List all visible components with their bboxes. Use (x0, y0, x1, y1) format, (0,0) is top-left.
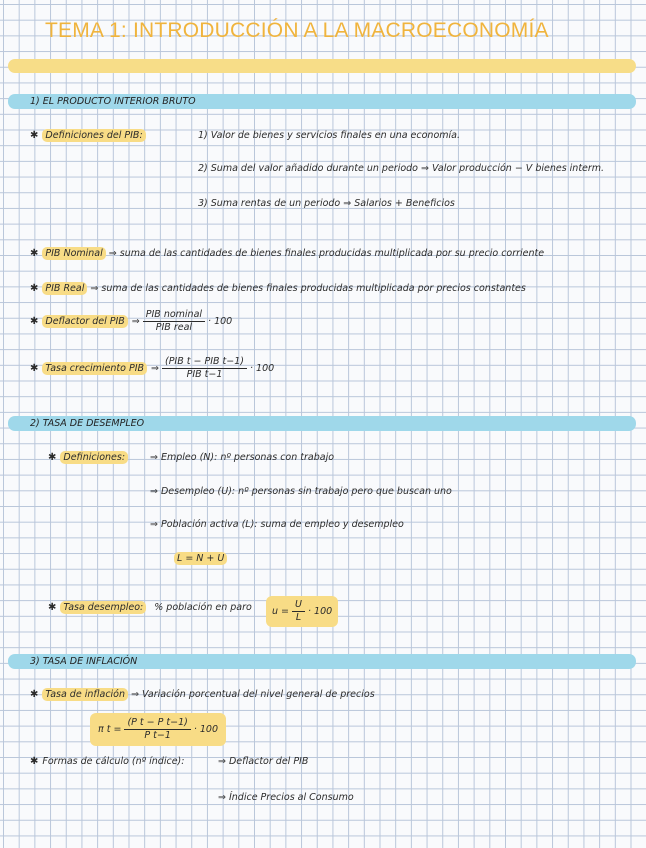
formula-u-denominator: L (295, 612, 302, 623)
formula-pi-lhs: π t = (98, 724, 122, 735)
pib-real-label: PIB Real (42, 282, 87, 295)
def-desempleo: ⇒ Desempleo (U): nº personas sin trabajo pero que buscan uno (150, 486, 452, 497)
formula-u-multiplier: · 100 (307, 606, 333, 617)
pib-nominal-label: PIB Nominal (42, 247, 105, 260)
pib-nominal-row (30, 248, 544, 259)
pib-def-1: 1) Valor de bienes y servicios finales en una economía. (198, 130, 461, 141)
formula-pi-numerator: (P t − P t−1) (124, 717, 190, 730)
formas-calculo-row (30, 756, 184, 767)
title-underline-band (8, 59, 636, 73)
deflactor-row (30, 309, 232, 334)
pib-nominal-text: ⇒ suma de las cantidades de bienes finales producidas multiplicada por su precio corriente (108, 248, 545, 259)
desempleo-definitions-label: Definiciones: (60, 451, 128, 464)
formula-u-fraction (292, 599, 305, 624)
formula-u (266, 596, 338, 627)
tasa-inflacion-label: Tasa de inflación (42, 688, 128, 701)
page-title: TEMA 1: INTRODUCCIÓN A LA MACROECONOMÍA (45, 19, 549, 42)
pib-definitions-row (30, 130, 146, 141)
bullet-icon: ✱ (30, 756, 39, 767)
formula-pi-box (90, 713, 226, 746)
pib-def-2: 2) Suma del valor añadido durante un periodo ⇒ Valor producción − V bienes interm. (198, 163, 605, 174)
bullet-icon: ✱ (30, 316, 39, 327)
tasa-inflacion-text: ⇒ Variación porcentual del nivel general de precios (131, 689, 375, 700)
pib-def-3: 3) Suma rentas de un periodo ⇒ Salarios + Beneficios (198, 198, 455, 209)
section-1-title: 1) EL PRODUCTO INTERIOR BRUTO (30, 96, 196, 107)
formula-pi-multiplier: · 100 (193, 724, 219, 735)
deflactor-fraction (143, 309, 205, 334)
tasa-inflacion-row (30, 689, 375, 700)
bullet-icon: ✱ (30, 283, 39, 294)
deflactor-denominator: PIB real (155, 322, 193, 333)
deflactor-numerator: PIB nominal (143, 309, 205, 322)
formas-calculo-label: Formas de cálculo (nº índice): (42, 756, 185, 767)
def-empleo: ⇒ Empleo (N): nº personas con trabajo (150, 452, 335, 463)
tasa-crecimiento-label: Tasa crecimiento PIB (42, 362, 147, 375)
bullet-icon: ✱ (30, 363, 39, 374)
section-3-title: 3) TASA DE INFLACIÓN (30, 656, 138, 667)
formula-pi (90, 713, 226, 746)
tasa-crecimiento-arrow: ⇒ (151, 363, 159, 374)
tasa-crecimiento-numerator: (PIB t − PIB t−1) (162, 356, 247, 369)
formula-pi-fraction (124, 717, 190, 742)
deflactor-label: Deflactor del PIB (42, 315, 127, 328)
deflactor-multiplier: · 100 (208, 316, 233, 327)
tasa-desempleo-row (48, 601, 252, 614)
tasa-crecimiento-row (30, 356, 274, 381)
bullet-icon: ✱ (48, 602, 57, 613)
pib-definitions-label: Definiciones del PIB: (42, 129, 145, 142)
formula-pi-denominator: P t−1 (144, 730, 171, 741)
tasa-crecimiento-fraction (162, 356, 247, 381)
tasa-desempleo-text: % población en paro (154, 602, 252, 613)
tasa-desempleo-label: Tasa desempleo: (60, 601, 146, 614)
pib-real-row (30, 283, 526, 294)
formula-u-numerator: U (292, 599, 305, 612)
tasa-crecimiento-denominator: PIB t−1 (186, 369, 223, 380)
bullet-icon: ✱ (30, 689, 39, 700)
bullet-icon: ✱ (30, 248, 39, 259)
formula-u-lhs: u = (272, 606, 290, 617)
deflactor-arrow: ⇒ (131, 316, 140, 327)
formula-u-box (266, 596, 338, 627)
bullet-icon: ✱ (30, 130, 39, 141)
bullet-icon: ✱ (48, 452, 57, 463)
pib-real-text: ⇒ suma de las cantidades de bienes finales producidas multiplicada por precios constantes (90, 283, 526, 294)
desempleo-definitions-row (48, 452, 128, 463)
formula-l: L = N + U (174, 552, 227, 565)
forma-ipc: ⇒ Índice Precios al Consumo (218, 792, 354, 803)
forma-deflactor: ⇒ Deflactor del PIB (218, 756, 309, 767)
section-2-title: 2) TASA DE DESEMPLEO (30, 418, 145, 429)
tasa-crecimiento-multiplier: · 100 (250, 363, 275, 374)
formula-l-row (174, 553, 227, 564)
def-poblacion-activa: ⇒ Población activa (L): suma de empleo y desempleo (150, 519, 404, 530)
